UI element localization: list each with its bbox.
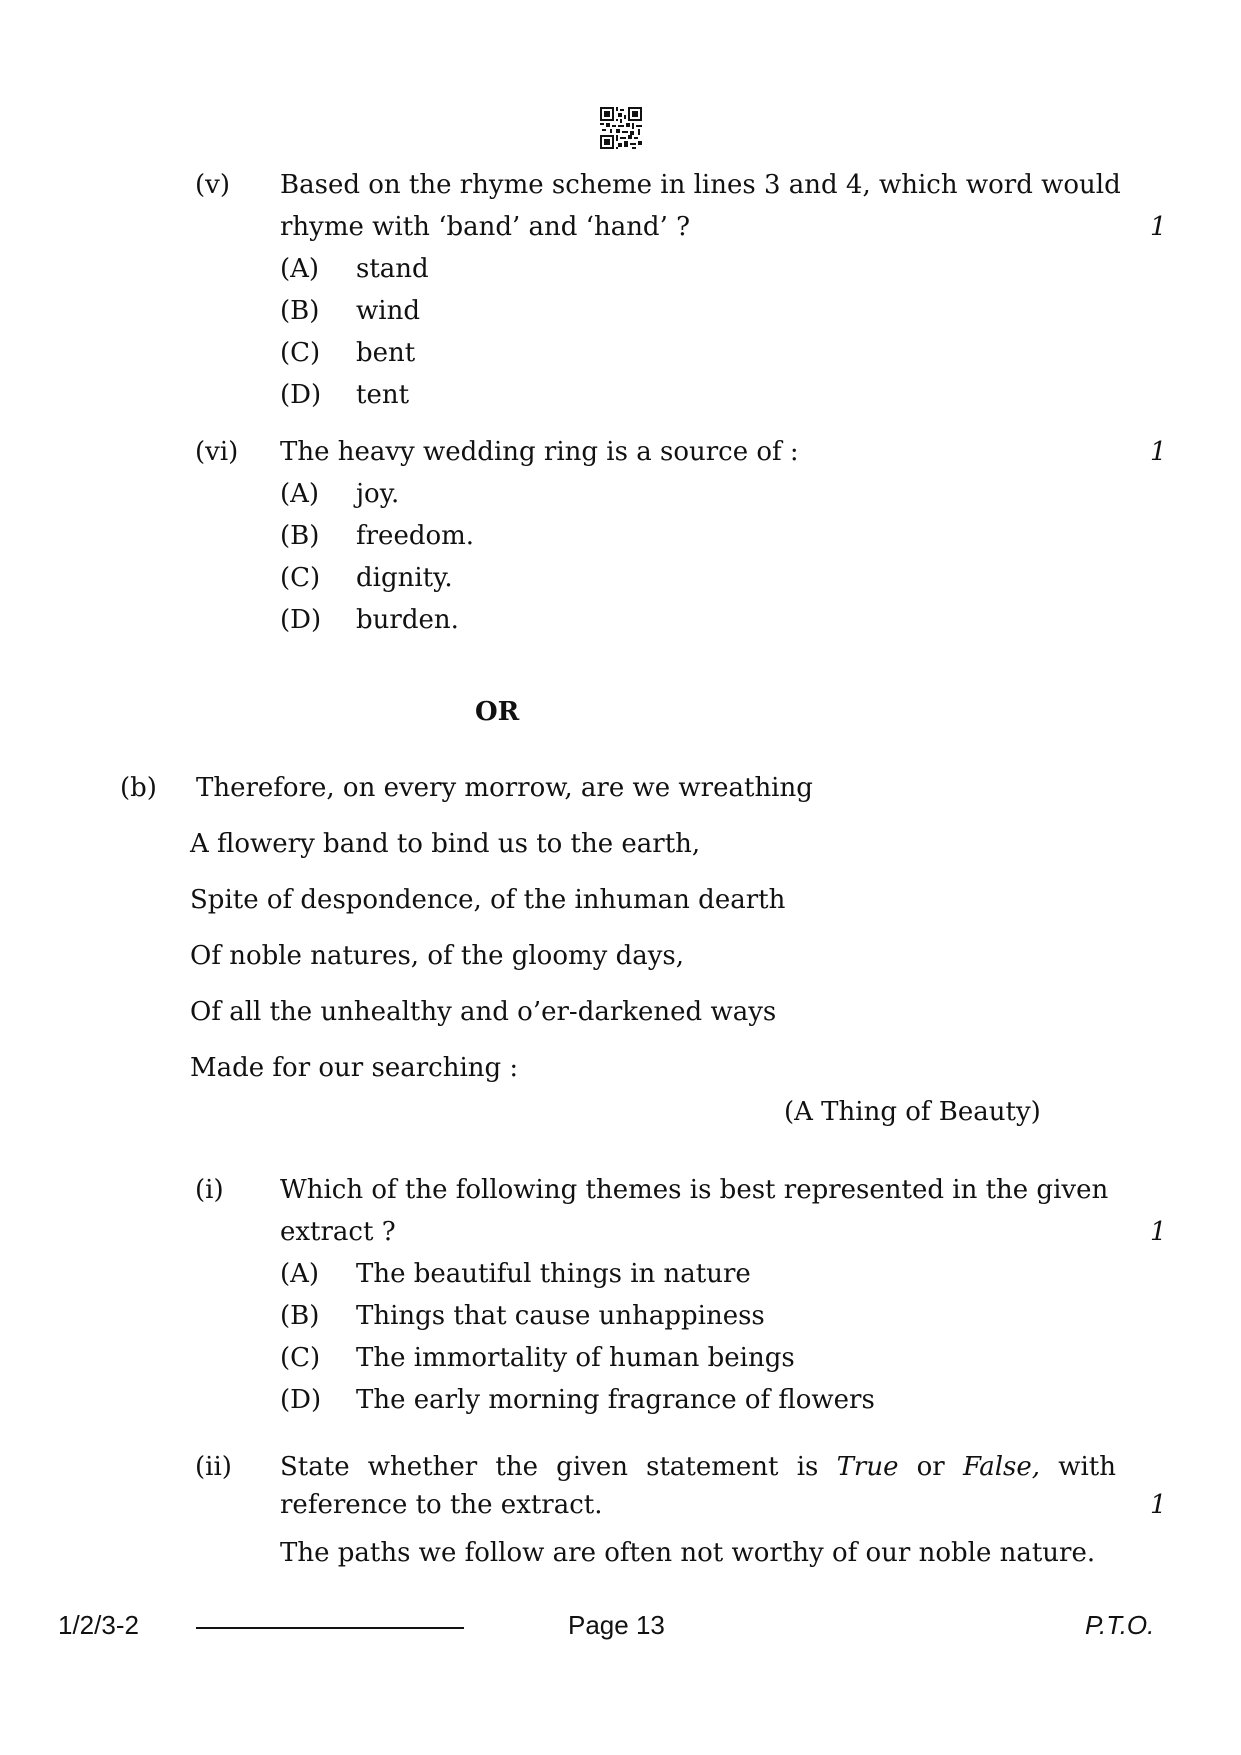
poem-line: Of noble natures, of the gloomy days, (190, 941, 685, 971)
question-v-marks: 1 (1150, 212, 1167, 242)
word: State (280, 1452, 350, 1482)
option-text: wind (356, 296, 420, 326)
option-label: (C) (280, 1343, 321, 1373)
question-i-marks: 1 (1150, 1217, 1167, 1247)
poem-line: Therefore, on every morrow, are we wreathing (196, 773, 813, 803)
question-i-text-line2: extract ? (280, 1217, 396, 1247)
option-label: (B) (280, 521, 320, 551)
option-label: (C) (280, 563, 321, 593)
question-ii-statement: The paths we follow are often not worthy of our noble nature. (280, 1538, 1096, 1568)
page-number: Page 13 (568, 1610, 665, 1640)
option-label: (A) (280, 254, 320, 284)
option-label: (A) (280, 479, 320, 509)
word: or (916, 1452, 945, 1482)
question-i-text-line1: Which of the following themes is best represented in the given (280, 1175, 1109, 1205)
option-label: (C) (280, 338, 321, 368)
option-text: The early morning fragrance of flowers (356, 1385, 875, 1415)
footer-rule (196, 1627, 464, 1629)
option-label: (D) (280, 1385, 322, 1415)
option-label: (B) (280, 296, 320, 326)
word: is (796, 1452, 819, 1482)
pto-label: P.T.O. (1085, 1610, 1155, 1640)
poem-source: (A Thing of Beauty) (784, 1097, 1041, 1127)
question-ii-marks: 1 (1150, 1490, 1167, 1520)
option-text: tent (356, 380, 410, 410)
question-number-v: (v) (195, 170, 230, 200)
option-label: (D) (280, 605, 322, 635)
word: the (495, 1452, 538, 1482)
question-vi-marks: 1 (1150, 437, 1167, 467)
word: given (556, 1452, 628, 1482)
question-v-text-line1: Based on the rhyme scheme in lines 3 and 4, which word would (280, 170, 1121, 200)
poem-line: Of all the unhealthy and o’er-darkened ways (190, 997, 777, 1027)
word: whether (367, 1452, 478, 1482)
question-number-vi: (vi) (195, 437, 239, 467)
question-vi-text: The heavy wedding ring is a source of : (280, 437, 799, 467)
section-b-label: (b) (120, 773, 157, 803)
option-label: (D) (280, 380, 322, 410)
option-text: The beautiful things in nature (356, 1259, 751, 1289)
option-label: (A) (280, 1259, 320, 1289)
option-text: The immortality of human beings (356, 1343, 795, 1373)
poem-line: Spite of despondence, of the inhuman dearth (190, 885, 786, 915)
option-text: joy. (356, 479, 400, 509)
option-text: freedom. (356, 521, 475, 551)
question-number-i: (i) (195, 1175, 224, 1205)
option-text: bent (356, 338, 416, 368)
option-text: Things that cause unhappiness (356, 1301, 765, 1331)
option-text: stand (356, 254, 429, 284)
paper-code: 1/2/3-2 (58, 1610, 139, 1640)
word: statement (646, 1452, 779, 1482)
option-label: (B) (280, 1301, 320, 1331)
question-number-ii: (ii) (195, 1452, 232, 1482)
word-false-italic: False, (962, 1452, 1041, 1482)
question-ii-text-line2: reference to the extract. (280, 1490, 603, 1520)
or-separator: OR (475, 697, 520, 727)
option-text: dignity. (356, 563, 453, 593)
word-true-italic: True (836, 1452, 899, 1482)
qr-code-icon (600, 107, 642, 149)
question-v-text-line2: rhyme with ‘band’ and ‘hand’ ? (280, 212, 691, 242)
option-text: burden. (356, 605, 459, 635)
word: with (1058, 1452, 1116, 1482)
poem-line: A flowery band to bind us to the earth, (190, 829, 701, 859)
question-ii-text-line1 (280, 1452, 1116, 1482)
poem-line: Made for our searching : (190, 1053, 519, 1083)
